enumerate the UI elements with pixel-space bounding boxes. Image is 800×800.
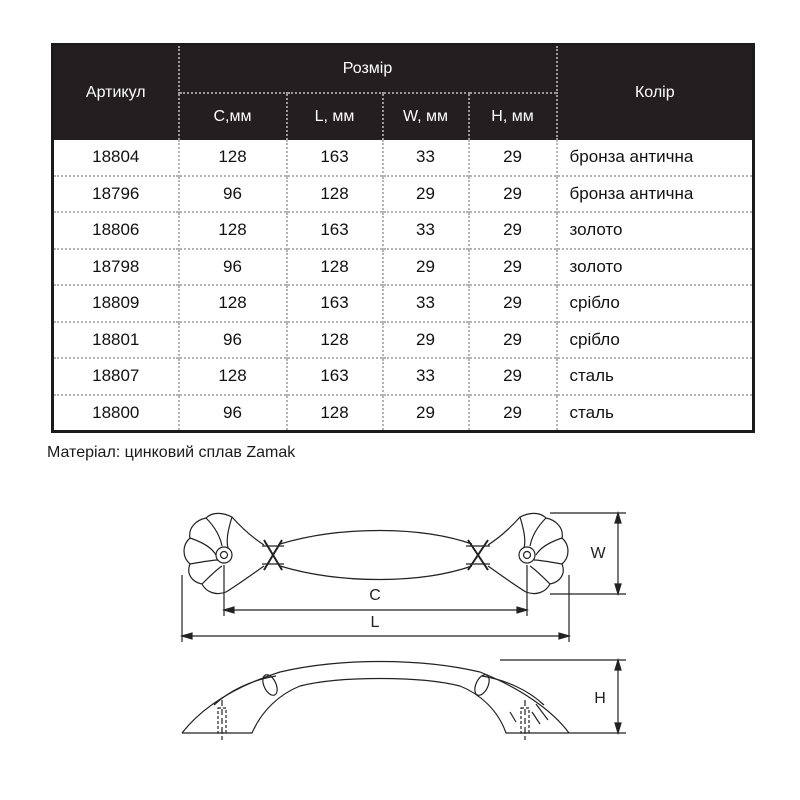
cell-color: срібло: [557, 322, 754, 359]
cell-h: 29: [469, 322, 557, 359]
cell-w: 33: [383, 285, 469, 322]
cell-color: золото: [557, 249, 754, 286]
cell-color: срібло: [557, 285, 754, 322]
dimension-w: [550, 513, 626, 594]
left-fan-rib: [227, 517, 232, 548]
cell-w: 29: [383, 322, 469, 359]
cell-article: 18806: [53, 212, 179, 249]
dimension-l: [182, 575, 569, 642]
cell-c: 96: [179, 322, 287, 359]
cell-color: золото: [557, 212, 754, 249]
left-fan-rib: [206, 518, 222, 546]
right-fan-rib: [530, 566, 550, 584]
handle-side-view: [182, 662, 569, 741]
dim-label-c: C: [369, 587, 381, 604]
left-screw-hole-inner: [221, 552, 228, 559]
header-h: H, мм: [469, 93, 557, 140]
header-color: Колір: [557, 45, 754, 141]
cell-color: бронза антична: [557, 176, 754, 213]
cell-article: 18809: [53, 285, 179, 322]
cell-c: 96: [179, 395, 287, 432]
cell-l: 163: [287, 285, 383, 322]
dim-label-w: W: [590, 545, 606, 562]
header-c: C,мм: [179, 93, 287, 140]
cell-w: 33: [383, 212, 469, 249]
handle-top-view: [184, 513, 568, 593]
cell-article: 18798: [53, 249, 179, 286]
cell-l: 128: [287, 395, 383, 432]
cell-h: 29: [469, 176, 557, 213]
cell-w: 29: [383, 176, 469, 213]
cell-w: 33: [383, 140, 469, 176]
cell-color: бронза антична: [557, 140, 754, 176]
right-screw-hole-inner: [524, 552, 531, 559]
cell-h: 29: [469, 212, 557, 249]
side-arch-outer: [182, 662, 569, 734]
cell-c: 128: [179, 212, 287, 249]
cell-l: 163: [287, 140, 383, 176]
cell-h: 29: [469, 395, 557, 432]
cell-article: 18796: [53, 176, 179, 213]
cell-article: 18804: [92, 147, 140, 167]
cell-l: 128: [287, 176, 383, 213]
cell-c: 128: [179, 358, 287, 395]
left-screw-hole: [216, 547, 232, 563]
cell-c: 96: [179, 249, 287, 286]
cell-c: 128: [179, 285, 287, 322]
right-screw-hole: [519, 547, 535, 563]
right-fan-rib: [520, 517, 525, 548]
left-fan-rib: [202, 566, 222, 584]
cell-h: 29: [469, 285, 557, 322]
right-fan-rib: [530, 518, 546, 546]
cell-l: 128: [287, 322, 383, 359]
cell-color: сталь: [557, 395, 754, 432]
dim-label-l: L: [370, 614, 380, 631]
header-w: W, мм: [383, 93, 469, 140]
cell-color: сталь: [557, 358, 754, 395]
cell-article: 18800: [53, 395, 179, 432]
left-fan-rib: [190, 560, 218, 564]
cell-h: 29: [469, 358, 557, 395]
material-note: Матеріал: цинковий сплав Zamak: [47, 444, 296, 461]
cell-w: 33: [383, 358, 469, 395]
handle-bar-top-edge: [280, 531, 472, 545]
right-knot: [468, 540, 488, 570]
header-size-group: Розмір: [179, 45, 557, 94]
cell-article: 18807: [53, 358, 179, 395]
cell-h: 29: [469, 249, 557, 286]
cell-l: 163: [287, 358, 383, 395]
cell-c: 128: [179, 140, 287, 176]
right-fan-rib: [536, 538, 562, 555]
header-l: L, мм: [287, 93, 383, 140]
cell-l: 163: [287, 212, 383, 249]
cell-c: 96: [179, 176, 287, 213]
right-fan-rib: [534, 560, 562, 564]
cell-h: 29: [469, 140, 557, 176]
dim-label-h: H: [594, 690, 606, 707]
cell-w: 29: [383, 395, 469, 432]
cell-article: 18801: [53, 322, 179, 359]
side-knot-left: [260, 672, 280, 697]
handle-bar-bottom-edge: [280, 566, 472, 580]
header-article: Артикул: [53, 45, 179, 141]
left-fan-rib: [190, 538, 216, 555]
cell-l: 128: [287, 249, 383, 286]
left-knot: [264, 540, 282, 570]
right-fan-outline: [488, 513, 568, 593]
dimension-h: [500, 660, 626, 733]
cell-w: 29: [383, 249, 469, 286]
